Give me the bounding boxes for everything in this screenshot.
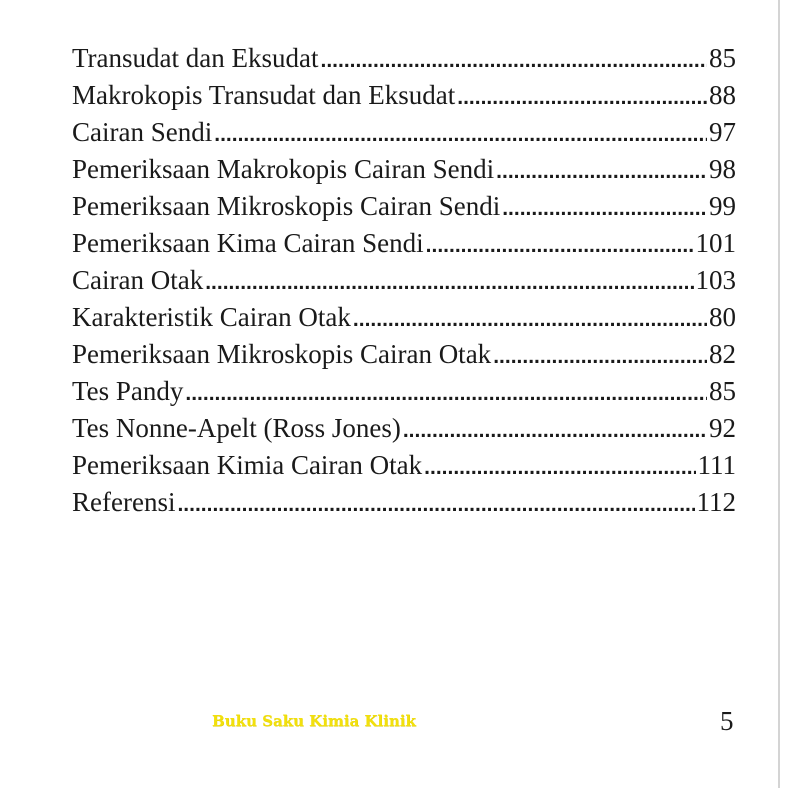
toc-leader-dots xyxy=(185,375,707,412)
toc-entry-page: 92 xyxy=(709,413,736,443)
toc-entry xyxy=(72,262,736,299)
toc-entry-title: Cairan Sendi xyxy=(72,117,213,147)
toc-leader-dots xyxy=(426,227,694,264)
page-number: 5 xyxy=(720,706,734,736)
toc-entry xyxy=(72,40,736,77)
toc-entry-title: Pemeriksaan Mikroskopis Cairan Otak xyxy=(72,339,492,369)
toc-leader-dots xyxy=(403,412,707,449)
footer-book-title: Buku Saku Kimia Klinik xyxy=(212,712,416,730)
toc-leader-dots xyxy=(177,486,694,523)
toc-entry xyxy=(72,373,736,410)
toc-entry-page: 103 xyxy=(695,265,736,295)
toc-leader-dots xyxy=(496,153,707,190)
toc-entry xyxy=(72,225,736,262)
toc-leader-dots xyxy=(424,449,695,486)
toc-entry-title: Tes Nonne-Apelt (Ross Jones) xyxy=(72,413,401,443)
toc-entry-title: Pemeriksaan Kimia Cairan Otak xyxy=(72,450,423,480)
toc-entry-title: Pemeriksaan Kima Cairan Sendi xyxy=(72,228,424,258)
toc-entry-title: Pemeriksaan Makrokopis Cairan Sendi xyxy=(72,154,495,184)
toc-entry-page: 85 xyxy=(709,43,736,73)
toc-leader-dots xyxy=(493,338,707,375)
toc-entry xyxy=(72,447,736,484)
toc-entry xyxy=(72,151,736,188)
toc-leader-dots xyxy=(353,301,707,338)
toc-entry-page: 99 xyxy=(709,191,736,221)
toc-entry xyxy=(72,299,736,336)
toc-entry-page: 112 xyxy=(696,487,736,517)
toc-entry-page: 111 xyxy=(697,450,736,480)
toc-entry xyxy=(72,77,736,114)
page-edge xyxy=(778,0,780,788)
toc-leader-dots xyxy=(457,79,707,116)
toc-entry-page: 98 xyxy=(709,154,736,184)
toc-entry-page: 82 xyxy=(709,339,736,369)
toc-entry-page: 88 xyxy=(709,80,736,110)
toc-entry-title: Pemeriksaan Mikroskopis Cairan Sendi xyxy=(72,191,501,221)
table-of-contents xyxy=(72,40,736,521)
toc-entry-title: Karakteristik Cairan Otak xyxy=(72,302,351,332)
toc-entry-title: Cairan Otak xyxy=(72,265,204,295)
toc-entry xyxy=(72,484,736,521)
toc-leader-dots xyxy=(205,264,693,301)
toc-entry xyxy=(72,410,736,447)
toc-leader-dots xyxy=(502,190,707,227)
toc-leader-dots xyxy=(214,116,707,153)
toc-leader-dots xyxy=(320,42,707,79)
toc-entry xyxy=(72,188,736,225)
toc-entry-title: Referensi xyxy=(72,487,176,517)
toc-entry xyxy=(72,336,736,373)
toc-entry xyxy=(72,114,736,151)
toc-entry-title: Makrokopis Transudat dan Eksudat xyxy=(72,80,456,110)
toc-entry-page: 101 xyxy=(695,228,736,258)
toc-entry-page: 97 xyxy=(709,117,736,147)
toc-entry-title: Tes Pandy xyxy=(72,376,184,406)
toc-entry-title: Transudat dan Eksudat xyxy=(72,43,319,73)
toc-entry-page: 80 xyxy=(709,302,736,332)
toc-entry-page: 85 xyxy=(709,376,736,406)
